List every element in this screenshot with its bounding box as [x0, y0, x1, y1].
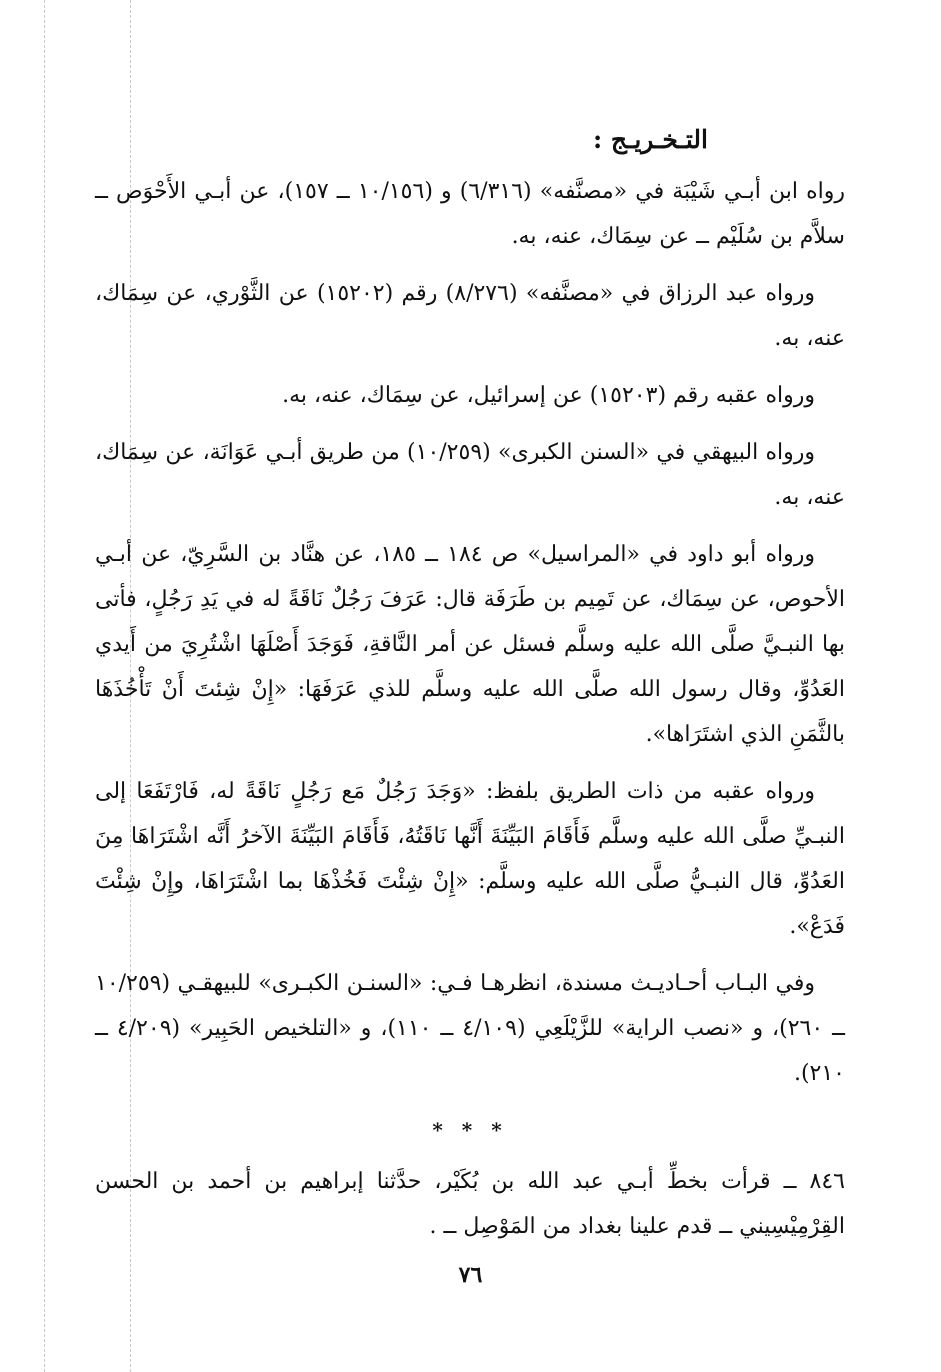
section-separator: * * * [432, 1118, 508, 1142]
takhrij-paragraph: ورواه عقبه رقم (١٥٢٠٣) عن إسرائيل، عن سِمَاك، عنه، به. [282, 383, 815, 408]
page-number: ٧٦ [458, 1262, 483, 1288]
takhrij-paragraph: ورواه أبو داود في «المراسيل» ص ١٨٤ ــ ١٨٥، عن هنَّاد بن السَّرِيّ، عن أبـي الأحوص، عن سِمَاك، عن تَمِيم بن طَرَفَة قال: عَرَفَ رَجُلٌ نَاقَةً له في يَدِ رَجُلٍ، فأتى بها النبـيَّ صلَّى الله عليه وسلَّم فسئل عن أمر النَّاقةِ، فَوَجَدَ أَصْلَهَا اشْتُرِيَ من أَيدي العَدُوِّ، وقال رسول الله صلَّى الله عليه وسلَّم للذي عَرَفَهَا: «إِنْ شِئتَ أَنْ تَأْخُذَهَا بالثَّمَنِ الذي اشتَرَاها». [95, 542, 845, 747]
hadith-paragraph: ٨٤٦ ــ قرأت بخطِّ أبـي عبد الله بن بُكَيْر، حدَّثنا إبراهيم بن أحمد بن الحسن القِرْمِيْسِيني ــ قدم علينا بغداد من المَوْصِل ــ . [95, 1169, 845, 1239]
takhrij-paragraph: وفي البـاب أحـاديـث مسندة، انظرهـا فـي: «السنـن الكبـرى» للبيهقـي (١٠/٢٥٩ ــ ٢٦٠)، و «نصب الراية» للزَّيْلَعِي (٤/١٠٩ ــ ١١٠)، و «التلخيص الحَبِير» (٤/٢٠٩ ــ ٢١٠). [95, 971, 845, 1086]
scan-fold-line [44, 0, 45, 1372]
takhrij-paragraph: ورواه البيهقي في «السنن الكبرى» (١٠/٢٥٩) من طريق أبـي عَوَانَة، عن سِمَاك، عنه، به. [95, 440, 845, 510]
section-heading: التـخـريـج : [592, 125, 708, 154]
page-body [95, 115, 845, 1261]
takhrij-paragraph: ورواه عقبه من ذات الطريق بلفظ: «وَجَدَ رَجُلٌ مَع رَجُلٍ نَاقَةً له، فَارْتَفَعَا إلى النبـيِّ صلَّى الله عليه وسلَّم فَأَقَامَ البَيِّنَةَ أَنَّها نَاقَتُهُ، فَأَقَامَ البَيِّنَةَ الآخرُ أَنَّه اشْتَرَاهَا مِنَ العَدُوِّ، قال النبـيُّ صلَّى الله عليه وسلَّم: «إِنْ شِئْتَ فَخُذْهَا بما اشْتَرَاهَا، وإِنْ شِئْتَ فَدَعْ». [95, 779, 845, 939]
takhrij-paragraph: رواه ابن أبـي شَيْبَة في «مصنَّفه» (٦/٣١٦) و (١٠/١٥٦ ــ ١٥٧)، عن أبـي الأَحْوَص ــ سلاَّم بن سُلَيْم ــ عن سِمَاك، عنه، به. [95, 179, 845, 249]
takhrij-paragraph: ورواه عبد الرزاق في «مصنَّفه» (٨/٢٧٦) رقم (١٥٢٠٢) عن الثَّوْري، عن سِمَاك، عنه، به. [95, 281, 845, 351]
